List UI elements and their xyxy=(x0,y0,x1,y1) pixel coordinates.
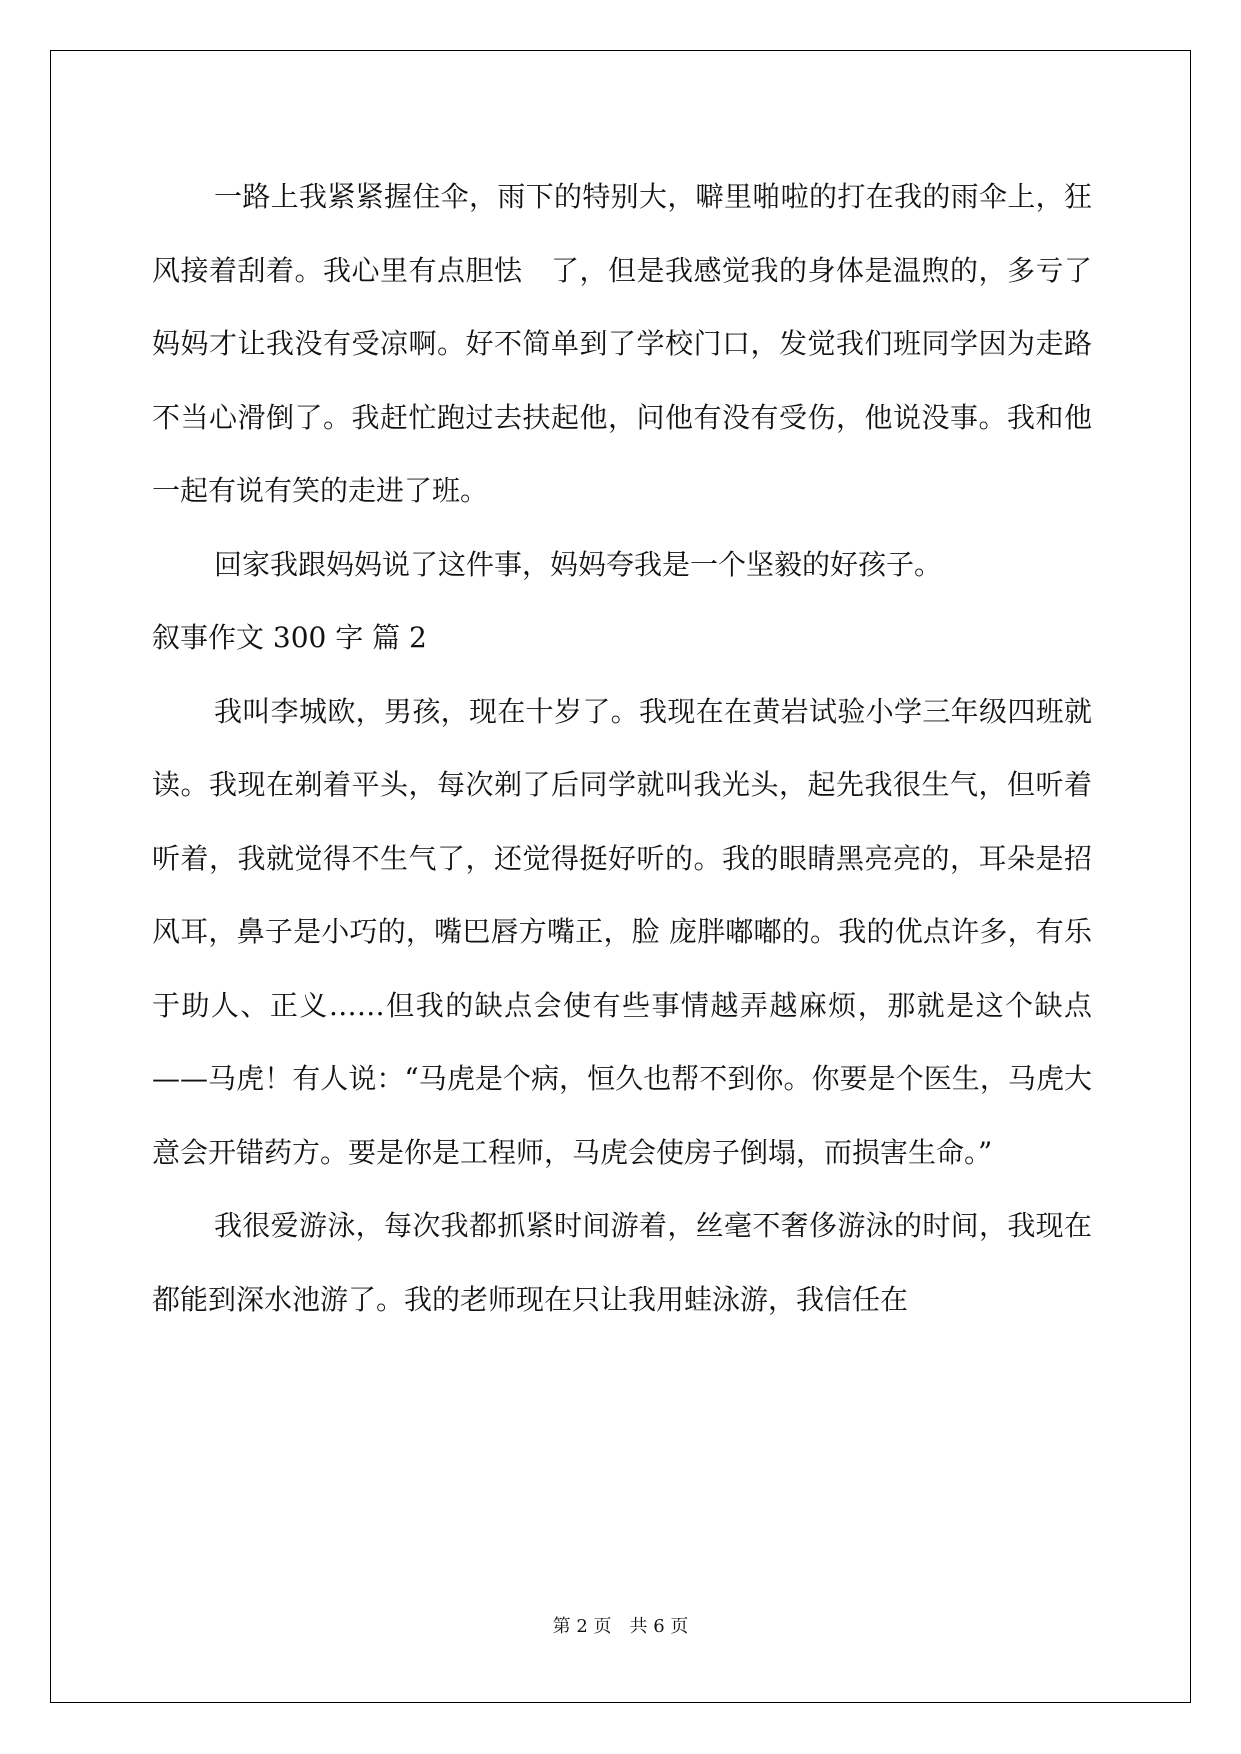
section-heading: 叙事作文 300 字 篇 2 xyxy=(152,621,427,654)
paragraph-2: 回家我跟妈妈说了这件事，妈妈夸我是一个坚毅的好孩子。 xyxy=(214,547,943,581)
paragraph-1: 一路上我紧紧握住伞，雨下的特别大，噼里啪啦的打在我的雨伞上，狂风接着刮着。我心里有点胆怯 了，但是我感觉我的身体是温煦的，多亏了妈妈才让我没有受凉啊。好不简单到了学校门口，发觉我们班同学因为走路不当心滑倒了。我赶忙跑过去扶起他，问他有没有受伤，他说没事。我和他一起有说有笑的走进了班。 xyxy=(152,180,1092,507)
document-body xyxy=(152,160,1092,1336)
page-number: 第 2 页 共 6 页 xyxy=(552,1616,689,1637)
paragraph-3: 我叫李城欧，男孩，现在十岁了。我现在在黄岩试验小学三年级四班就读。我现在剃着平头，每次剃了后同学就叫我光头，起先我很生气，但听着听着，我就觉得不生气了，还觉得挺好听的。我的眼睛黑亮亮的，耳朵是招风耳，鼻子是小巧的，嘴巴唇方嘴正，脸 庞胖嘟嘟的。我的优点许多，有乐于助人、正义……但我的缺点会使有些事情越弄越麻烦，那就是这个缺点——马虎！有人说：“马虎是个病，恒久也帮不到你。你要是个医生，马虎大意会开错药方。要是你是工程师，马虎会使房子倒塌，而损害生命。” xyxy=(152,694,1092,1169)
paragraph-4: 我很爱游泳，每次我都抓紧时间游着，丝毫不奢侈游泳的时间，我现在都能到深水池游了。我的老师现在只让我用蛙泳游，我信任在 xyxy=(152,1209,1092,1316)
